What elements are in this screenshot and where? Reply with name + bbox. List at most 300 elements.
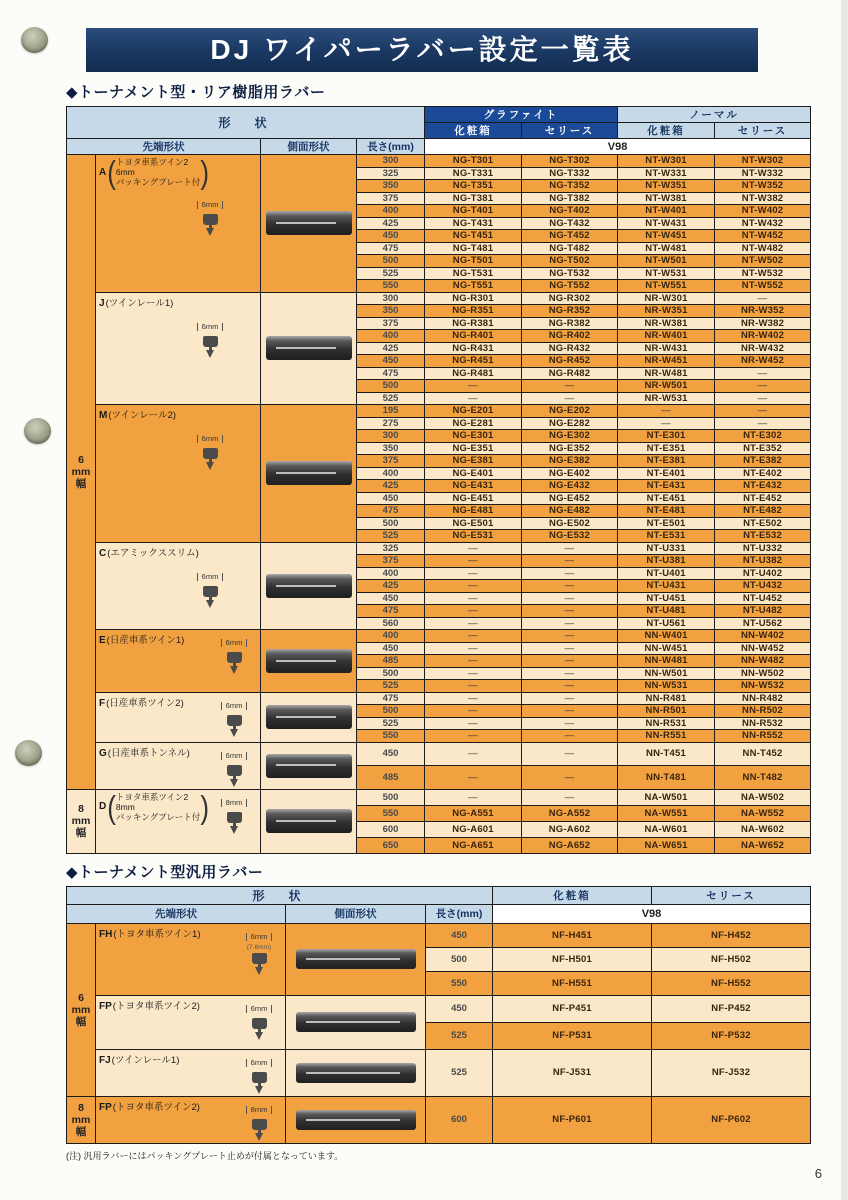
part-number-cell: — <box>425 667 522 680</box>
page-number: 6 <box>814 1166 822 1181</box>
part-number-cell: NT-W301 <box>618 155 715 168</box>
part-number-cell: NT-U431 <box>618 580 715 593</box>
part-number-cell: NG-E382 <box>522 455 618 468</box>
width-band-cell: 8 mm 幅 <box>67 789 96 853</box>
part-number-cell: NT-W401 <box>618 205 715 218</box>
part-number-cell: — <box>522 605 618 618</box>
side-shape-header: 側面形状 <box>261 139 357 155</box>
part-number-cell: NT-E351 <box>618 442 715 455</box>
part-number-cell: — <box>522 380 618 393</box>
model-header-v98: V98 <box>425 139 811 155</box>
part-number-cell: — <box>522 580 618 593</box>
part-number-cell: NG-R382 <box>522 317 618 330</box>
tip-width-label: 6mm <box>221 639 248 647</box>
normal-ceres-header: セリース <box>715 123 811 139</box>
part-number-cell: NG-E531 <box>425 530 522 543</box>
part-number-cell: NG-T301 <box>425 155 522 168</box>
part-number-cell: NG-E381 <box>425 455 522 468</box>
length-cell: 400 <box>357 567 425 580</box>
length-cell: 350 <box>357 180 425 193</box>
width-band-cell: 6 mm 幅 <box>67 923 96 1096</box>
part-number-cell: NG-T502 <box>522 255 618 268</box>
length-cell: 525 <box>426 1022 493 1049</box>
length-cell: 275 <box>357 417 425 430</box>
tip-label: FP(トヨタ車系ツイン2) <box>99 1000 200 1012</box>
rubber-row <box>67 995 811 1022</box>
tip-shape-header-2: 先端形状 <box>67 904 286 923</box>
tip-width-sublabel: (7.6mm) <box>246 943 272 951</box>
part-number-cell: NG-E502 <box>522 517 618 530</box>
part-number-cell: NT-W451 <box>618 230 715 243</box>
tip-shape <box>96 630 260 676</box>
part-number-cell: NT-W452 <box>715 230 811 243</box>
side-shape-cell <box>261 692 357 742</box>
page-title-banner <box>86 28 758 72</box>
tip-shape <box>96 693 260 739</box>
footnote: (注) 汎用ラバーにはパッキングプレート止めが付属となっています。 <box>66 1150 344 1161</box>
blade-profile-icon <box>296 949 416 969</box>
part-number-cell: NR-W402 <box>715 330 811 343</box>
tip-shape <box>96 293 260 360</box>
part-number-cell: — <box>425 680 522 693</box>
tip-profile-icon <box>187 194 233 236</box>
part-number-cell: NR-W451 <box>618 355 715 368</box>
tip-shape <box>96 405 260 472</box>
box-header-2: 化粧箱 <box>493 886 652 904</box>
length-cell: 350 <box>357 305 425 318</box>
side-shape-cell <box>261 405 357 543</box>
tip-profile-icon <box>236 926 282 975</box>
part-number-cell: — <box>715 380 811 393</box>
length-cell: 450 <box>357 492 425 505</box>
tip-width-label: 6mm <box>246 1059 273 1067</box>
length-cell: 425 <box>357 217 425 230</box>
tip-shape-cell <box>96 789 261 853</box>
section-title-general: ◆トーナメント型汎用ラバー <box>66 863 264 881</box>
part-number-cell: NG-T402 <box>522 205 618 218</box>
length-cell: 375 <box>357 455 425 468</box>
length-cell: 485 <box>357 766 425 790</box>
length-cell: 500 <box>357 517 425 530</box>
tip-shape-cell <box>96 292 261 405</box>
part-number-cell: — <box>522 717 618 730</box>
side-shape-cell <box>286 1096 426 1143</box>
length-cell: 450 <box>426 995 493 1022</box>
part-number-cell: NG-R402 <box>522 330 618 343</box>
tip-profile-icon <box>187 566 233 608</box>
tip-profile-icon <box>211 792 257 834</box>
part-number-cell: NT-U382 <box>715 555 811 568</box>
rubber-row <box>67 1049 811 1096</box>
part-number-cell: NR-W401 <box>618 330 715 343</box>
rubber-row <box>67 692 811 705</box>
tip-width-label: 8mm <box>221 799 248 807</box>
part-number-cell: NT-U452 <box>715 592 811 605</box>
blade-profile-icon <box>266 705 352 729</box>
part-number-cell: — <box>522 542 618 555</box>
length-header: 長さ(mm) <box>357 139 425 155</box>
section-title-rear-resin: ◆トーナメント型・リア樹脂用ラバー <box>66 84 326 101</box>
tip-shape <box>96 543 260 610</box>
length-cell: 525 <box>357 680 425 693</box>
length-cell: 450 <box>357 642 425 655</box>
part-number-cell: NG-T401 <box>425 205 522 218</box>
part-number-cell: NG-T481 <box>425 242 522 255</box>
part-number-cell: — <box>715 367 811 380</box>
tip-shape <box>96 743 260 789</box>
blade-profile-icon <box>296 1012 416 1032</box>
tip-profile-icon <box>236 1099 282 1141</box>
tip-shape-cell <box>96 692 261 742</box>
part-number-cell: NG-R302 <box>522 292 618 305</box>
part-number-cell: NG-T381 <box>425 192 522 205</box>
part-number-cell: NT-W481 <box>618 242 715 255</box>
part-number-cell: NG-R401 <box>425 330 522 343</box>
part-number-cell: NG-E402 <box>522 467 618 480</box>
part-number-cell: NR-W452 <box>715 355 811 368</box>
length-cell: 550 <box>357 280 425 293</box>
blade-profile-icon <box>266 461 352 485</box>
length-cell: 325 <box>357 167 425 180</box>
part-number-cell: — <box>425 567 522 580</box>
part-number-cell: NN-W402 <box>715 630 811 643</box>
part-number-cell: NN-W451 <box>618 642 715 655</box>
rubber-row <box>67 630 811 643</box>
part-number-cell: NT-W402 <box>715 205 811 218</box>
part-number-cell: NT-U401 <box>618 567 715 580</box>
blade-profile-icon <box>296 1110 416 1130</box>
part-number-cell: — <box>425 642 522 655</box>
part-number-cell: — <box>425 789 522 805</box>
part-number-cell: — <box>425 717 522 730</box>
part-number-cell: NT-W382 <box>715 192 811 205</box>
part-number-cell: NR-W301 <box>618 292 715 305</box>
part-number-cell: NT-W502 <box>715 255 811 268</box>
part-number-cell: NA-W502 <box>715 789 811 805</box>
length-cell: 525 <box>426 1049 493 1096</box>
rubber-row <box>67 155 811 168</box>
part-number-cell: — <box>522 592 618 605</box>
part-number-cell: NG-T331 <box>425 167 522 180</box>
part-number-cell: — <box>522 642 618 655</box>
side-shape-cell <box>286 923 426 995</box>
tip-width-label: 6mm <box>221 752 248 760</box>
part-number-cell: — <box>425 630 522 643</box>
part-number-cell: NG-T451 <box>425 230 522 243</box>
length-cell: 400 <box>357 330 425 343</box>
part-number-cell: NG-E352 <box>522 442 618 455</box>
part-number-cell: NG-T432 <box>522 217 618 230</box>
part-number-cell: NG-E431 <box>425 480 522 493</box>
length-cell: 350 <box>357 442 425 455</box>
part-number-cell: NG-A651 <box>425 837 522 853</box>
length-cell: 600 <box>357 821 425 837</box>
length-cell: 375 <box>357 555 425 568</box>
rubber-row <box>67 742 811 766</box>
blade-profile-icon <box>266 649 352 673</box>
part-number-cell: NA-W552 <box>715 805 811 821</box>
graphite-box-header: 化粧箱 <box>425 123 522 139</box>
side-shape-header-2: 側面形状 <box>286 904 426 923</box>
tip-label: E(日産車系ツイン1) <box>99 635 185 646</box>
tip-shape-cell <box>96 405 261 543</box>
rubber-row <box>67 923 811 947</box>
part-number-cell: NN-W481 <box>618 655 715 668</box>
part-number-cell: NG-E501 <box>425 517 522 530</box>
length-cell: 475 <box>357 605 425 618</box>
part-number-cell: — <box>715 405 811 418</box>
part-number-cell: NG-R431 <box>425 342 522 355</box>
length-cell: 525 <box>357 717 425 730</box>
part-number-cell: NG-T552 <box>522 280 618 293</box>
part-number-cell: NF-H552 <box>652 971 811 995</box>
tip-width-label: 8mm <box>246 1106 273 1114</box>
part-number-cell: NA-W601 <box>618 821 715 837</box>
length-cell: 375 <box>357 317 425 330</box>
tip-width-label: 6mm <box>246 933 273 941</box>
part-number-cell: — <box>425 742 522 766</box>
length-cell: 300 <box>357 292 425 305</box>
part-number-cell: — <box>425 555 522 568</box>
part-number-cell: NG-T551 <box>425 280 522 293</box>
part-number-cell: NF-P452 <box>652 995 811 1022</box>
length-cell: 450 <box>357 230 425 243</box>
part-number-cell: NN-R501 <box>618 705 715 718</box>
tip-width-label: 6mm <box>197 573 224 581</box>
part-number-cell: NG-R351 <box>425 305 522 318</box>
part-number-cell: NT-E382 <box>715 455 811 468</box>
part-number-cell: NF-P532 <box>652 1022 811 1049</box>
tip-shape-cell <box>96 155 261 293</box>
part-number-cell: NT-E451 <box>618 492 715 505</box>
part-number-cell: NA-W651 <box>618 837 715 853</box>
part-number-cell: NG-R301 <box>425 292 522 305</box>
part-number-cell: NN-R532 <box>715 717 811 730</box>
part-number-cell: — <box>522 392 618 405</box>
part-number-cell: — <box>522 555 618 568</box>
tip-shape-cell <box>96 742 261 789</box>
length-cell: 500 <box>357 705 425 718</box>
length-cell: 195 <box>357 405 425 418</box>
part-number-cell: NT-U332 <box>715 542 811 555</box>
part-number-cell: — <box>425 730 522 743</box>
part-number-cell: NF-P531 <box>493 1022 652 1049</box>
part-number-cell: — <box>425 580 522 593</box>
part-number-cell: NT-E501 <box>618 517 715 530</box>
length-cell: 400 <box>357 467 425 480</box>
normal-header: ノーマル <box>618 107 811 123</box>
page-content <box>66 28 810 1162</box>
part-number-cell: NN-T482 <box>715 766 811 790</box>
part-number-cell: NN-W501 <box>618 667 715 680</box>
part-number-cell: NR-W382 <box>715 317 811 330</box>
tip-width-label: 6mm <box>246 1005 273 1013</box>
part-number-cell: NR-W481 <box>618 367 715 380</box>
side-shape-cell <box>261 155 357 293</box>
ceres-header-2: セリース <box>652 886 811 904</box>
side-shape-cell <box>286 1049 426 1096</box>
part-number-cell: NT-E402 <box>715 467 811 480</box>
length-cell: 425 <box>357 480 425 493</box>
length-header-2: 長さ(mm) <box>426 904 493 923</box>
part-number-cell: NT-W432 <box>715 217 811 230</box>
length-cell: 600 <box>426 1096 493 1143</box>
side-shape-cell <box>261 630 357 693</box>
length-cell: 475 <box>357 242 425 255</box>
general-rubber-table <box>66 886 811 1144</box>
part-number-cell: — <box>618 405 715 418</box>
tip-label: G(日産車系トンネル) <box>99 747 190 759</box>
blade-profile-icon <box>296 1063 416 1083</box>
tip-profile-icon <box>187 428 233 470</box>
tip-shape-cell <box>96 630 261 693</box>
part-number-cell: NG-E401 <box>425 467 522 480</box>
part-number-cell: NG-T302 <box>522 155 618 168</box>
part-number-cell: NG-E452 <box>522 492 618 505</box>
part-number-cell: — <box>425 592 522 605</box>
part-number-cell: NT-W431 <box>618 217 715 230</box>
part-number-cell: NT-W332 <box>715 167 811 180</box>
part-number-cell: — <box>522 680 618 693</box>
part-number-cell: NG-E201 <box>425 405 522 418</box>
tip-label: D ( トヨタ車系ツイン2 8mm パッキングプレート付 ) <box>99 789 209 826</box>
part-number-cell: NT-W501 <box>618 255 715 268</box>
width-band-cell: 6 mm 幅 <box>67 155 96 790</box>
length-cell: 450 <box>426 923 493 947</box>
length-cell: 550 <box>426 971 493 995</box>
binder-hole-bottom <box>15 740 42 766</box>
tip-shape <box>96 1050 285 1096</box>
part-number-cell: NG-R451 <box>425 355 522 368</box>
side-shape-cell <box>261 542 357 630</box>
part-number-cell: NF-H501 <box>493 947 652 971</box>
part-number-cell: NT-U402 <box>715 567 811 580</box>
part-number-cell: NG-E432 <box>522 480 618 493</box>
side-shape-cell <box>261 789 357 853</box>
part-number-cell: NT-E352 <box>715 442 811 455</box>
tip-shape <box>96 924 285 977</box>
part-number-cell: — <box>425 655 522 668</box>
part-number-cell: NF-H502 <box>652 947 811 971</box>
length-cell: 400 <box>357 205 425 218</box>
length-cell: 450 <box>357 742 425 766</box>
part-number-cell: NG-T352 <box>522 180 618 193</box>
length-cell: 500 <box>357 380 425 393</box>
part-number-cell: NG-T482 <box>522 242 618 255</box>
tip-shape-cell <box>96 1049 286 1096</box>
part-number-cell: NF-H452 <box>652 923 811 947</box>
part-number-cell: NR-W352 <box>715 305 811 318</box>
length-cell: 500 <box>357 255 425 268</box>
part-number-cell: NN-T452 <box>715 742 811 766</box>
part-number-cell: NT-U561 <box>618 617 715 630</box>
part-number-cell: NT-W531 <box>618 267 715 280</box>
part-number-cell: NN-T481 <box>618 766 715 790</box>
tip-shape-cell <box>96 995 286 1049</box>
tip-label: C(エアミックススリム) <box>99 547 199 559</box>
part-number-cell: — <box>425 380 522 393</box>
part-number-cell: — <box>522 667 618 680</box>
rubber-row <box>67 405 811 418</box>
part-number-cell: NG-E202 <box>522 405 618 418</box>
part-number-cell: NT-E502 <box>715 517 811 530</box>
part-number-cell: NG-T332 <box>522 167 618 180</box>
part-number-cell: NA-W602 <box>715 821 811 837</box>
length-cell: 525 <box>357 392 425 405</box>
part-number-cell: NG-E282 <box>522 417 618 430</box>
part-number-cell: NN-T451 <box>618 742 715 766</box>
tip-label: FJ(ツインレール1) <box>99 1054 180 1066</box>
part-number-cell: NN-R551 <box>618 730 715 743</box>
part-number-cell: NT-W351 <box>618 180 715 193</box>
part-number-cell: NN-W532 <box>715 680 811 693</box>
part-number-cell: — <box>522 617 618 630</box>
rubber-row <box>67 789 811 805</box>
blade-profile-icon <box>266 211 352 235</box>
graphite-ceres-header: セリース <box>522 123 618 139</box>
part-number-cell: — <box>425 617 522 630</box>
tip-label: FP(トヨタ車系ツイン2) <box>99 1101 200 1113</box>
part-number-cell: NT-U562 <box>715 617 811 630</box>
length-cell: 475 <box>357 367 425 380</box>
tip-profile-icon <box>211 745 257 787</box>
part-number-cell: NT-E432 <box>715 480 811 493</box>
part-number-cell: NF-P601 <box>493 1096 652 1143</box>
length-cell: 500 <box>357 789 425 805</box>
part-number-cell: NT-W482 <box>715 242 811 255</box>
part-number-cell: NT-W532 <box>715 267 811 280</box>
tip-shape <box>96 155 260 238</box>
part-number-cell: NR-W351 <box>618 305 715 318</box>
part-number-cell: NT-E302 <box>715 430 811 443</box>
part-number-cell: NG-T532 <box>522 267 618 280</box>
length-cell: 650 <box>357 837 425 853</box>
part-number-cell: NA-W652 <box>715 837 811 853</box>
width-band-cell: 8 mm 幅 <box>67 1096 96 1143</box>
part-number-cell: — <box>425 542 522 555</box>
length-cell: 485 <box>357 655 425 668</box>
length-cell: 300 <box>357 155 425 168</box>
part-number-cell: NF-P451 <box>493 995 652 1022</box>
blade-profile-icon <box>266 336 352 360</box>
part-number-cell: — <box>522 705 618 718</box>
part-number-cell: NT-E531 <box>618 530 715 543</box>
length-cell: 425 <box>357 580 425 593</box>
part-number-cell: NG-T431 <box>425 217 522 230</box>
part-number-cell: NT-E381 <box>618 455 715 468</box>
part-number-cell: — <box>425 766 522 790</box>
length-cell: 325 <box>357 542 425 555</box>
part-number-cell: NG-R432 <box>522 342 618 355</box>
part-number-cell: — <box>522 692 618 705</box>
length-cell: 300 <box>357 430 425 443</box>
part-number-cell: NG-R482 <box>522 367 618 380</box>
part-number-cell: NT-W352 <box>715 180 811 193</box>
tip-label: M(ツインレール2) <box>99 410 177 421</box>
part-number-cell: NG-E532 <box>522 530 618 543</box>
tip-profile-icon <box>236 998 282 1040</box>
part-number-cell: NG-R481 <box>425 367 522 380</box>
blade-profile-icon <box>266 754 352 778</box>
rubber-row <box>67 292 811 305</box>
shape-header-2: 形 状 <box>67 886 493 904</box>
part-number-cell: NF-J532 <box>652 1049 811 1096</box>
part-number-cell: NG-T452 <box>522 230 618 243</box>
part-number-cell: NR-W531 <box>618 392 715 405</box>
part-number-cell: — <box>522 567 618 580</box>
part-number-cell: NN-R531 <box>618 717 715 730</box>
part-number-cell: NT-W552 <box>715 280 811 293</box>
